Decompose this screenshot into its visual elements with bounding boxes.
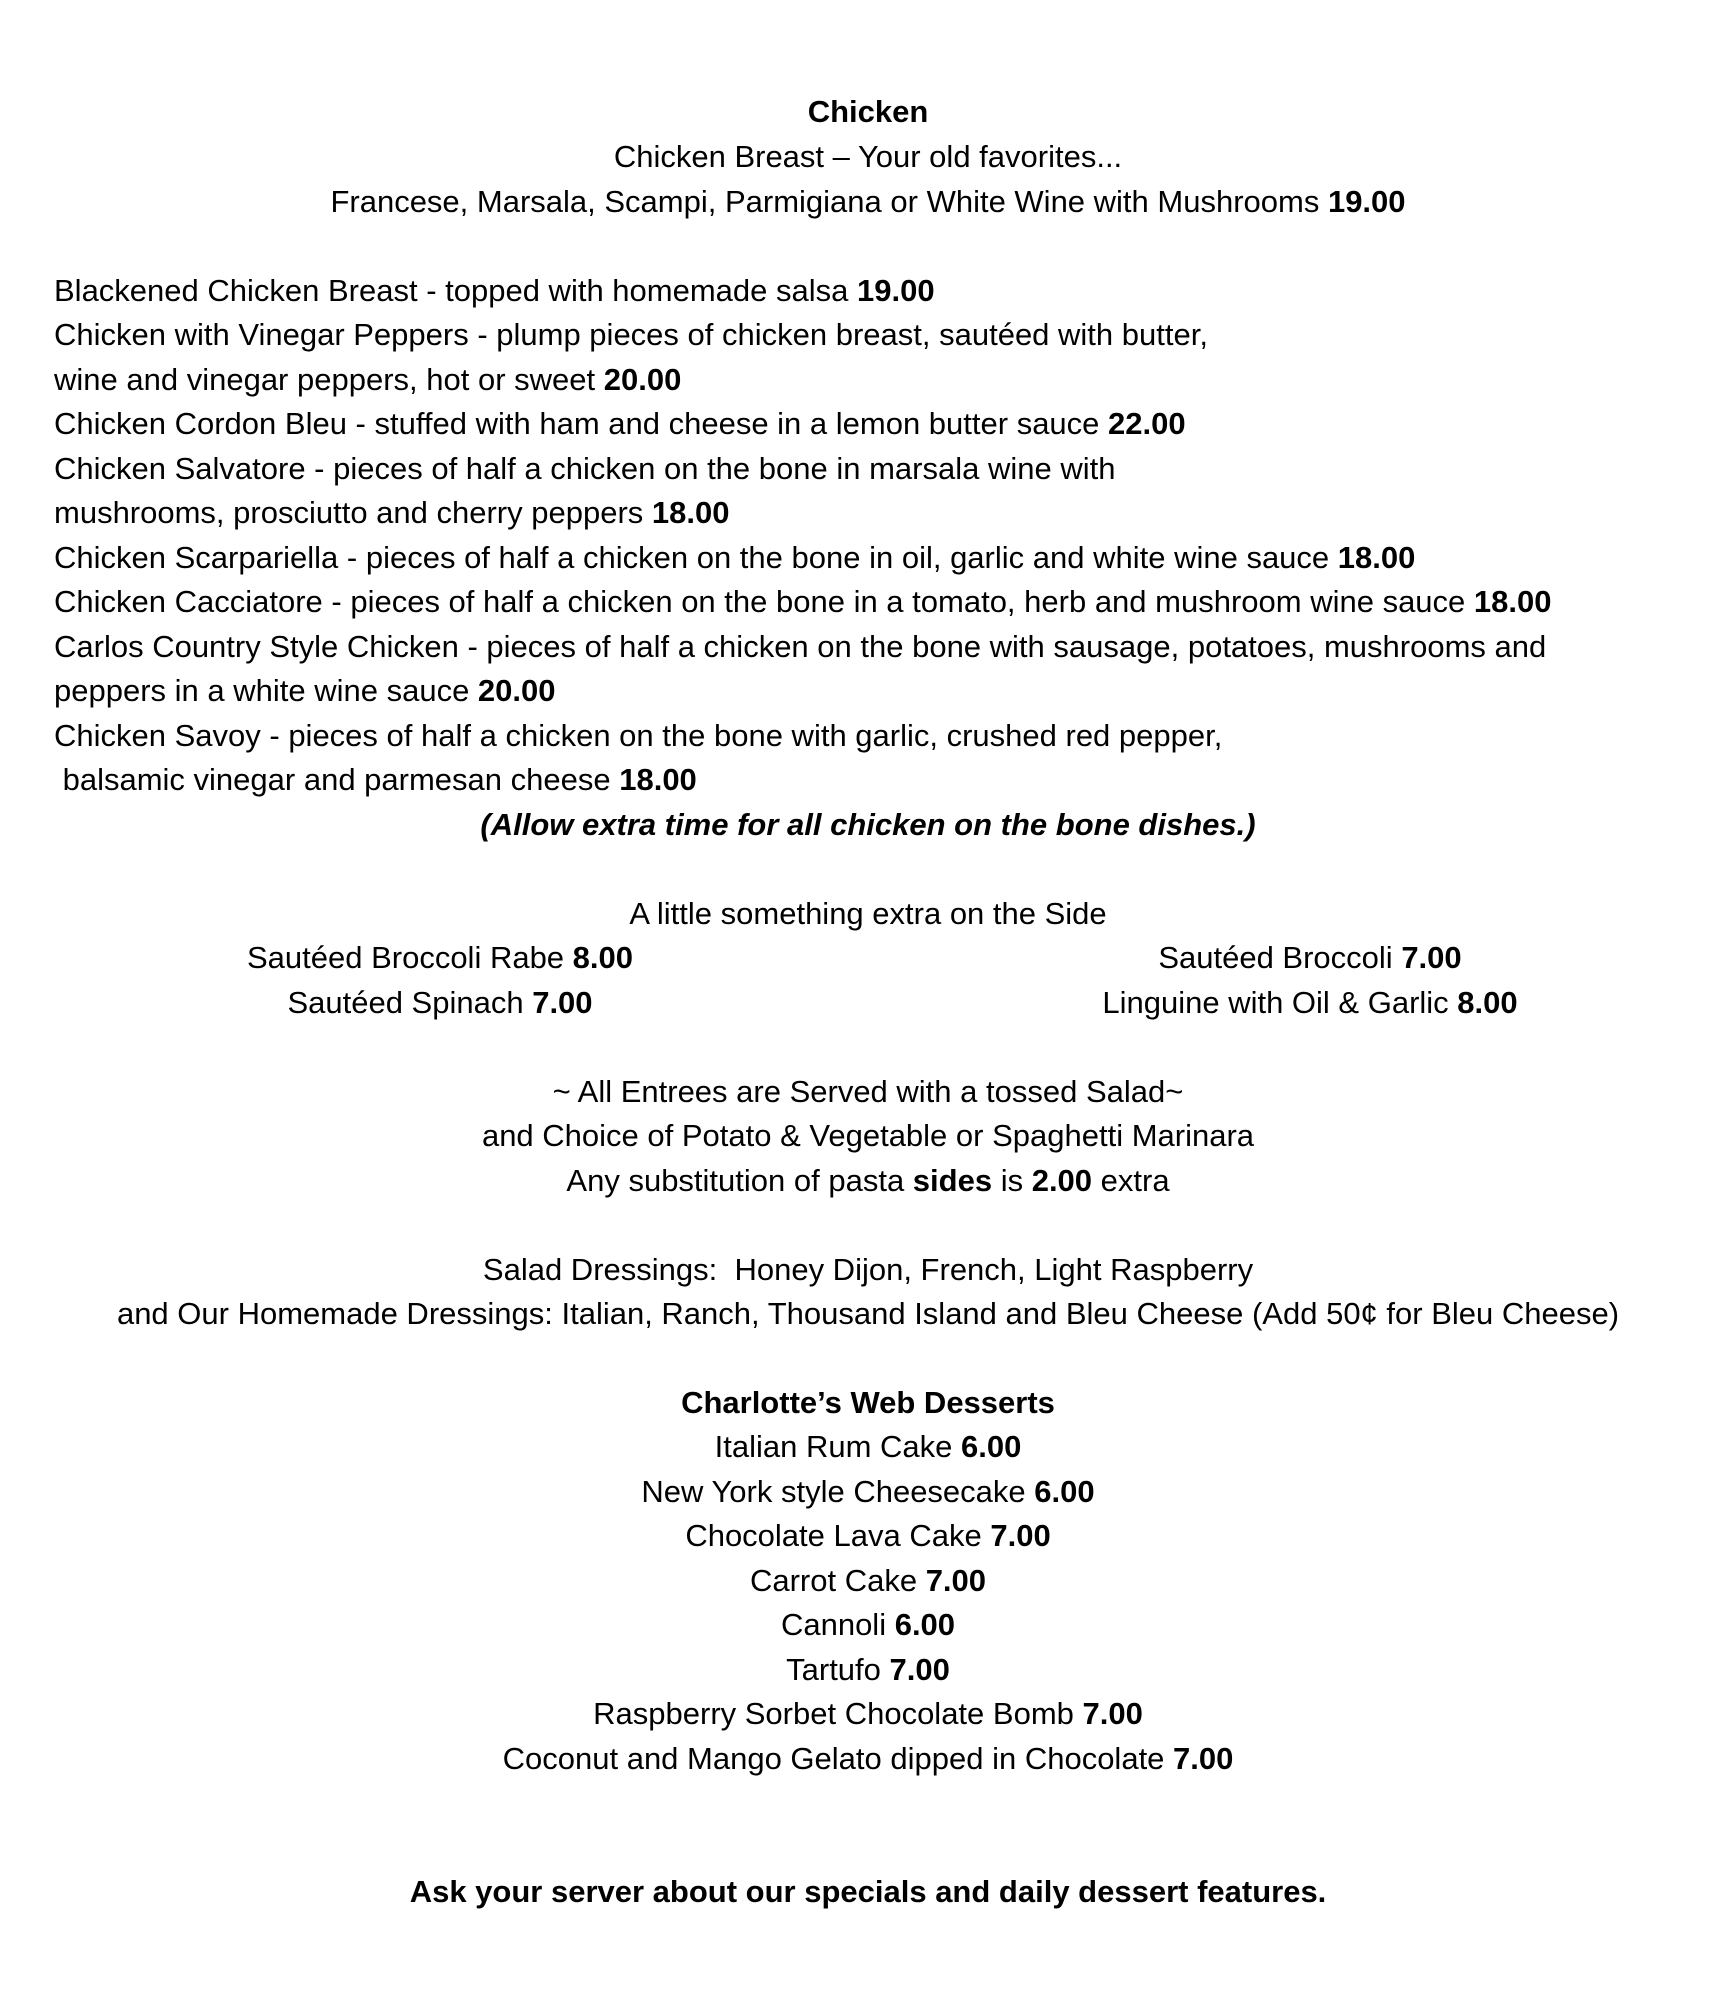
item-text: Chocolate Lava Cake <box>685 1518 991 1553</box>
item-price: 18.00 <box>651 495 730 530</box>
side-item <box>1030 981 1590 1025</box>
chicken-item <box>54 714 1222 758</box>
item-text: Sautéed Broccoli Rabe <box>246 940 573 975</box>
item-text: Coconut and Mango Gelato dipped in Chocolate <box>502 1741 1174 1776</box>
dessert-item <box>0 1559 1736 1603</box>
item-text: Francese, Marsala, Scampi, Parmigiana or White Wine with Mushrooms <box>330 184 1328 219</box>
dessert-item <box>0 1470 1736 1514</box>
item-text: Linguine with Oil & Garlic <box>1102 985 1458 1020</box>
entrees-line: and Choice of Potato & Vegetable or Spaghetti Marinara <box>481 1118 1255 1153</box>
item-text: Chicken with Vinegar Peppers - plump pieces of chicken breast, sautéed with butter, <box>54 317 1208 352</box>
footer-note: Ask your server about our specials and daily dessert features. <box>409 1874 1327 1909</box>
dessert-item <box>0 1737 1736 1781</box>
item-text: balsamic vinegar and parmesan cheese <box>54 762 620 797</box>
text-segment: extra <box>1092 1163 1170 1198</box>
item-price: 7.00 <box>1401 940 1462 975</box>
side-item <box>160 936 720 980</box>
sides-heading: A little something extra on the Side <box>629 896 1107 931</box>
item-text: Chicken Salvatore - pieces of half a chicken on the bone in marsala wine with <box>54 451 1116 486</box>
item-text: Raspberry Sorbet Chocolate Bomb <box>593 1696 1083 1731</box>
item-text: Italian Rum Cake <box>714 1429 962 1464</box>
text-segment: 2.00 <box>1031 1163 1093 1198</box>
chicken-heading: Chicken <box>807 94 929 129</box>
chicken-item <box>54 402 1186 446</box>
item-text: Chicken Savoy - pieces of half a chicken on the bone with garlic, crushed red pepper, <box>54 718 1223 753</box>
dessert-item <box>0 1514 1736 1558</box>
chicken-intro-favorites <box>0 180 1736 224</box>
item-text: Tartufo <box>786 1652 890 1687</box>
chicken-item <box>54 313 1208 357</box>
item-price: 8.00 <box>1457 985 1518 1020</box>
item-price: 7.00 <box>1082 1696 1143 1731</box>
item-text: Chicken Cordon Bleu - stuffed with ham and cheese in a lemon butter sauce <box>54 406 1109 441</box>
item-price: 6.00 <box>1034 1474 1095 1509</box>
item-price: 7.00 <box>990 1518 1051 1553</box>
chicken-intro-line: Chicken Breast – Your old favorites... <box>613 139 1123 174</box>
text-segment: sides <box>912 1163 993 1198</box>
item-text: Cannoli <box>780 1607 895 1642</box>
item-price: 22.00 <box>1108 406 1186 441</box>
item-price: 20.00 <box>477 673 556 708</box>
chicken-item <box>54 580 1551 624</box>
entrees-substitution-line <box>0 1159 1736 1203</box>
chicken-note: (Allow extra time for all chicken on the bone dishes.) <box>480 807 1256 842</box>
desserts-heading: Charlotte’s Web Desserts <box>681 1385 1055 1420</box>
chicken-item <box>54 758 697 802</box>
item-price: 19.00 <box>857 273 935 308</box>
item-text: peppers in a white wine sauce <box>54 673 478 708</box>
item-text: wine and vinegar peppers, hot or sweet <box>54 362 604 397</box>
item-text: Sautéed Spinach <box>287 985 533 1020</box>
item-text: Carlos Country Style Chicken - pieces of half a chicken on the bone with sausage, potatoes, mushrooms and <box>54 629 1547 664</box>
item-price: 7.00 <box>1173 1741 1234 1776</box>
item-price: 7.00 <box>532 985 593 1020</box>
chicken-item <box>54 358 681 402</box>
dressings-line: Salad Dressings: Honey Dijon, French, Light Raspberry <box>482 1252 1254 1287</box>
item-price: 18.00 <box>1473 584 1552 619</box>
item-price: 18.00 <box>619 762 697 797</box>
item-text: Carrot Cake <box>749 1563 926 1598</box>
item-text: mushrooms, prosciutto and cherry peppers <box>54 495 652 530</box>
side-item <box>160 981 720 1025</box>
item-text: Blackened Chicken Breast - topped with homemade salsa <box>54 273 857 308</box>
item-text: Sautéed Broccoli <box>1158 940 1402 975</box>
dessert-item <box>0 1425 1736 1469</box>
text-segment: Any substitution of pasta <box>566 1163 913 1198</box>
chicken-item <box>54 491 729 535</box>
item-price: 6.00 <box>961 1429 1022 1464</box>
item-price: 7.00 <box>889 1652 950 1687</box>
text-segment: is <box>992 1163 1032 1198</box>
item-price: 7.00 <box>925 1563 987 1598</box>
dessert-item <box>0 1603 1736 1647</box>
chicken-item <box>54 447 1115 491</box>
dessert-item <box>0 1692 1736 1736</box>
side-item <box>1030 936 1590 980</box>
item-price: 6.00 <box>894 1607 956 1642</box>
dressings-line: and Our Homemade Dressings: Italian, Ranch, Thousand Island and Bleu Cheese (Add 50¢ for Bleu Cheese) <box>116 1296 1620 1331</box>
item-price: 8.00 <box>572 940 634 975</box>
item-price: 20.00 <box>603 362 682 397</box>
chicken-item <box>54 669 556 713</box>
item-text: Chicken Scarpariella - pieces of half a chicken on the bone in oil, garlic and white wine sauce <box>54 540 1338 575</box>
chicken-item <box>54 536 1415 580</box>
chicken-item <box>54 625 1546 669</box>
entrees-line: ~ All Entrees are Served with a tossed Salad~ <box>552 1074 1184 1109</box>
item-price: 19.00 <box>1327 184 1406 219</box>
item-text: Chicken Cacciatore - pieces of half a chicken on the bone in a tomato, herb and mushroom wine sauce <box>54 584 1474 619</box>
item-text: New York style Cheesecake <box>641 1474 1035 1509</box>
item-price: 18.00 <box>1337 540 1416 575</box>
chicken-item <box>54 269 935 313</box>
dessert-item <box>0 1648 1736 1692</box>
